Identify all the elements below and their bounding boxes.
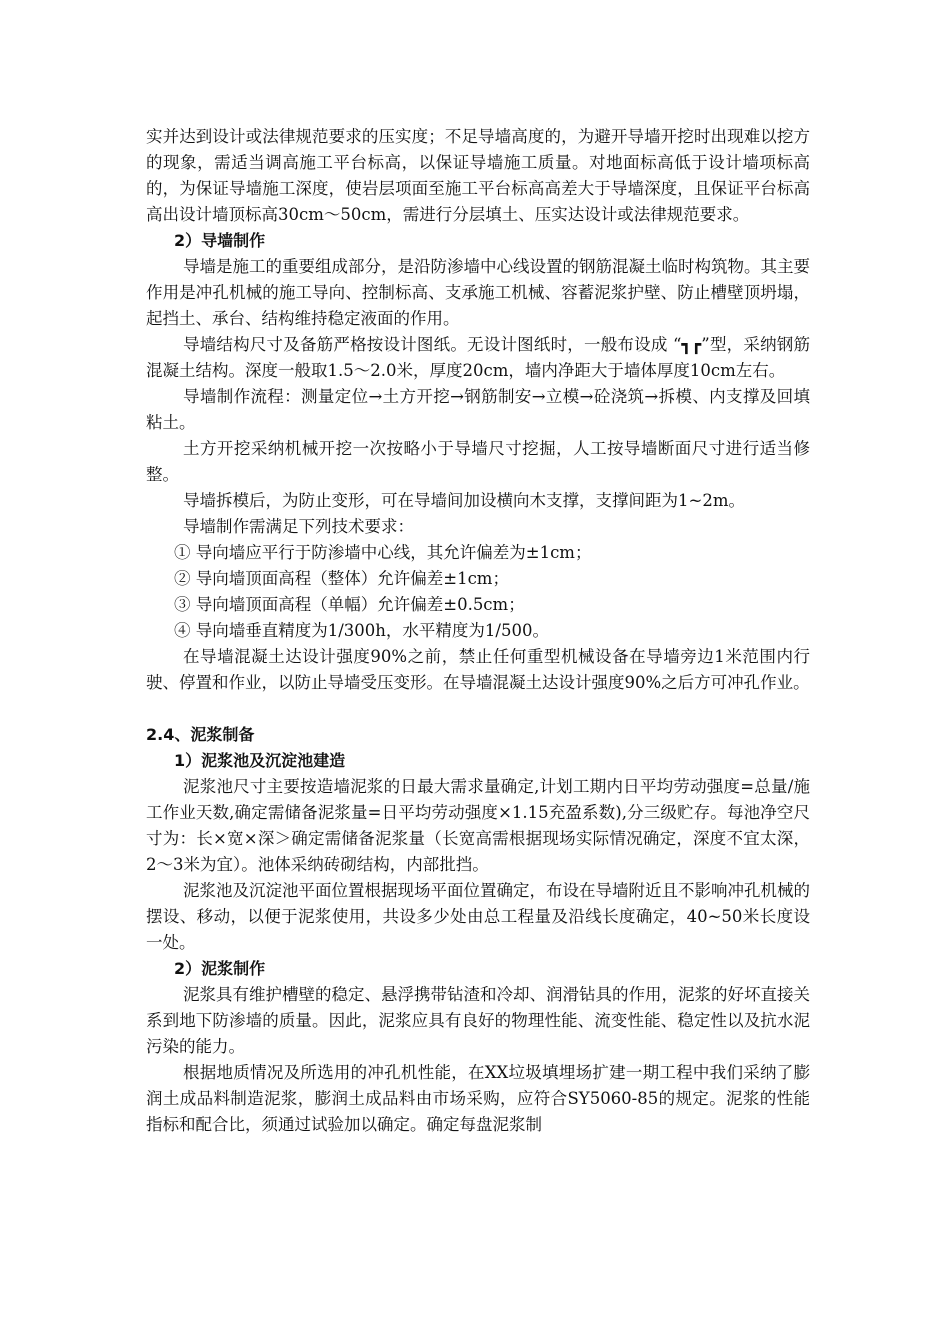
paragraph: 在导墙混凝土达设计强度90%之前，禁止任何重型机械设备在导墙旁边1米范围内行驶、停置和作业，以防止导墙受压变形。在导墙混凝土达设计强度90%之后方可冲孔作业。 bbox=[146, 647, 810, 692]
paragraph: 泥浆池尺寸主要按造墙泥浆的日最大需求量确定,计划工期内日平均劳动强度=总量/施工作业天数,确定需储备泥浆量=日平均劳动强度×1.15充盈系数),分三级贮存。每池净空尺寸为：长×宽×深＞确定需储备泥浆量（长宽高需根据现场实际情况确定，深度不宜太深，2～3米为宜）。池体采纳砖砌结构，内部批挡。 bbox=[146, 777, 810, 874]
section-heading: 2.4、泥浆制备 bbox=[146, 725, 255, 744]
paragraph: 导墙是施工的重要组成部分，是沿防渗墙中心线设置的钢筋混凝土临时构筑物。其主要作用是冲孔机械的施工导向、控制标高、支承施工机械、容蓄泥浆护壁、防止槽壁顶坍塌，起挡土、承台、结构维持稳定液面的作用。 bbox=[146, 257, 810, 328]
document-page bbox=[146, 124, 810, 1138]
subsection-heading: 2）导墙制作 bbox=[174, 231, 266, 250]
requirement-item: ③ 导向墙顶面高程（单幅）允许偏差±0.5cm； bbox=[174, 595, 525, 614]
paragraph: 泥浆池及沉淀池平面位置根据现场平面位置确定，布设在导墙附近且不影响冲孔机械的摆设、移动，以便于泥浆使用，共设多少处由总工程量及沿线长度确定，40~50米长度设一处。 bbox=[146, 881, 810, 952]
paragraph: 导墙制作需满足下列技术要求： bbox=[183, 517, 414, 536]
requirement-item: ④ 导向墙垂直精度为1/300h，水平精度为1/500。 bbox=[174, 621, 549, 640]
subsection-heading: 2）泥浆制作 bbox=[174, 959, 266, 978]
paragraph: 导墙结构尺寸及备筋严格按设计图纸。无设计图纸时，一般布设成 “┓┏”型，采纳钢筋混凝土结构。深度一般取1.5～2.0米，厚度20cm，墙内净距大于墙体厚度10cm左右。 bbox=[146, 335, 810, 380]
paragraph: 导墙拆模后，为防止变形，可在导墙间加设横向木支撑，支撑间距为1~2m。 bbox=[183, 491, 745, 510]
paragraph: 实并达到设计或法律规范要求的压实度；不足导墙高度的，为避开导墙开挖时出现难以挖方的现象，需适当调高施工平台标高，以保证导墙施工质量。对地面标高低于设计墙项标高的，为保证导墙施工深度，使岩层项面至施工平台标高高差大于导墙深度，且保证平台标高高出设计墙顶标高30cm～50cm，需进行分层填土、压实达设计或法律规范要求。 bbox=[146, 127, 810, 224]
paragraph: 根据地质情况及所选用的冲孔机性能，在XX垃圾填埋场扩建一期工程中我们采纳了膨润土成品料制造泥浆，膨润土成品料由市场采购，应符合SY5060-85的规定。泥浆的性能指标和配合比，须通过试验加以确定。确定每盘泥浆制 bbox=[146, 1063, 810, 1134]
paragraph: 泥浆具有维护槽壁的稳定、悬浮携带钻渣和冷却、润滑钻具的作用，泥浆的好坏直接关系到地下防渗墙的质量。因此，泥浆应具有良好的物理性能、流变性能、稳定性以及抗水泥污染的能力。 bbox=[146, 985, 810, 1056]
subsection-heading: 1）泥浆池及沉淀池建造 bbox=[174, 751, 346, 770]
paragraph: 土方开挖采纳机械开挖一次按略小于导墙尺寸挖掘，人工按导墙断面尺寸进行适当修整。 bbox=[146, 439, 810, 484]
paragraph: 导墙制作流程：测量定位→土方开挖→钢筋制安→立模→砼浇筑→拆模、内支撑及回填粘土。 bbox=[146, 387, 810, 432]
requirement-item: ② 导向墙顶面高程（整体）允许偏差±1cm； bbox=[174, 569, 509, 588]
requirement-item: ① 导向墙应平行于防渗墙中心线，其允许偏差为±1cm； bbox=[174, 543, 592, 562]
